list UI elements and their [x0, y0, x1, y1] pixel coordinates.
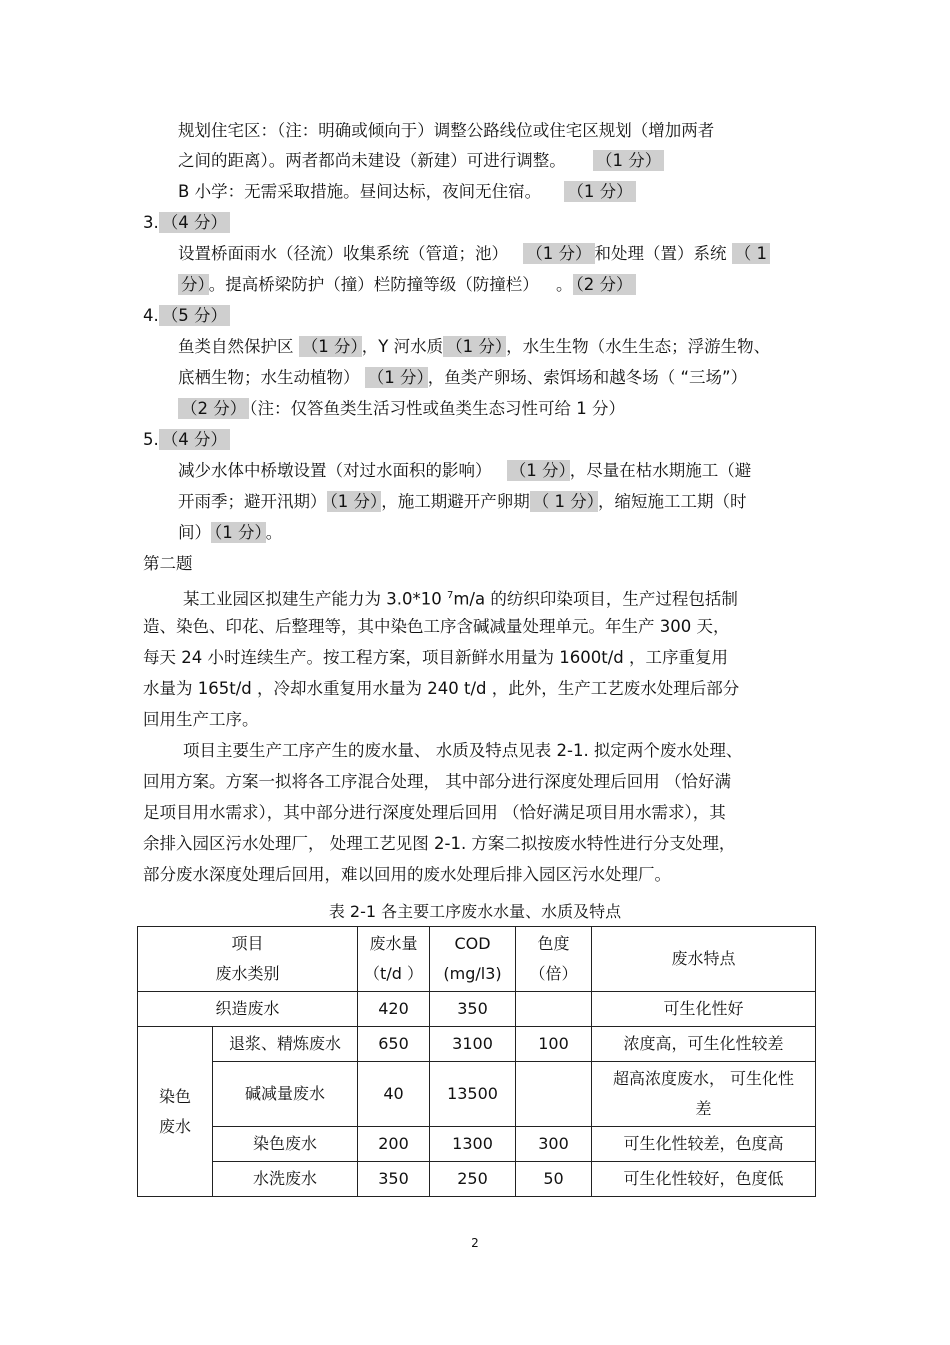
score-mark: （1 分）	[523, 243, 594, 264]
text: 足项目用水需求），其中部分进行深度处理后回用 （恰好满足项目用水需求），其	[143, 803, 726, 822]
paragraph-line	[143, 648, 728, 668]
score-mark: （2 分）	[178, 398, 249, 419]
text: 部分废水深度处理后回用，难以回用的废水处理后排入园区污水处理厂。	[143, 865, 671, 884]
text: 和处理（置）系统	[594, 244, 727, 263]
table-row	[138, 1127, 816, 1162]
text: 设置桥面雨水（径流）收集系统（管道；池）	[178, 244, 508, 263]
text: 。	[265, 523, 283, 542]
paragraph-line	[183, 741, 742, 761]
superscript: 7	[446, 590, 454, 601]
table-cell: 浓度高，可生化性较差	[592, 1027, 816, 1062]
score-mark: （1 分）	[365, 367, 428, 388]
section-title-text: 第二题	[143, 554, 193, 573]
header-text: 废水类别	[215, 964, 280, 983]
cell-text: 超高浓度废水， 可生化性差	[612, 1069, 795, 1118]
text: 。提高桥梁防护（撞）栏防撞等级（防撞栏）	[208, 275, 539, 294]
text: m/a 的纺织印染项目，生产过程包括制	[453, 589, 738, 609]
score-mark: （1 分）	[443, 336, 506, 357]
table-cell: 1300	[430, 1127, 516, 1162]
table-cell: 50	[516, 1162, 592, 1197]
table-cell: 300	[516, 1127, 592, 1162]
score-mark: （2 分）	[573, 274, 636, 295]
score-mark: （1 分）	[564, 181, 635, 202]
text: （注：仅答鱼类生活习性或鱼类生态习性可给 1 分）	[249, 399, 625, 418]
text: 某工业园区拟建生产能力为 3.0*10	[183, 589, 447, 609]
question-header	[143, 213, 230, 233]
header-cell	[138, 927, 358, 992]
text: 余排入园区污水处理厂， 处理工艺见图 2-1. 方案二拟按废水特性进行分支处理，	[143, 834, 736, 853]
paragraph-line	[143, 803, 726, 823]
text: ，缩短施工工期（时	[598, 492, 747, 511]
table-cell: 可生化性较好，色度低	[592, 1162, 816, 1197]
score-mark: （1 分）	[327, 491, 382, 512]
table-row	[138, 1027, 816, 1062]
text: 造、染色、印花、后整理等，其中染色工序含碱减量处理单元。年生产 300 天，	[143, 617, 730, 636]
answer-line	[178, 121, 714, 141]
text: 规划住宅区：（注：明确或倾向于）调整公路线位或住宅区规划（增加两者	[178, 121, 715, 140]
text: 项目主要生产工序产生的废水量、 水质及特点见表 2-1. 拟定两个废水处理、	[183, 741, 743, 760]
paragraph-line	[143, 772, 731, 792]
paragraph-line	[143, 679, 739, 699]
group-cell	[138, 1027, 213, 1197]
table-cell	[592, 1062, 816, 1127]
paragraph-line	[143, 617, 729, 637]
answer-line	[178, 492, 747, 512]
table-cell: 40	[358, 1062, 430, 1127]
answer-line	[178, 461, 751, 481]
question-number: 3.	[143, 213, 159, 232]
text: 水量为 165t/d ，冷却水重复用水量为 240 t/d ，此外，生产工艺废水处理后部分	[143, 679, 740, 698]
text: 间）	[178, 523, 211, 542]
text: 每天 24 小时连续生产。按工程方案，项目新鲜水用量为 1600t/d ，工序重复用	[143, 648, 728, 667]
table-cell	[516, 1062, 592, 1127]
header-text: COD	[454, 934, 491, 953]
paragraph-line	[143, 834, 735, 854]
score-mark: 分）	[178, 274, 209, 295]
header-text: （倍）	[529, 964, 578, 983]
question-header	[143, 306, 230, 326]
table-cell: 650	[358, 1027, 430, 1062]
cell-text: 退浆、精炼废水	[229, 1034, 342, 1053]
paragraph-line	[183, 586, 738, 610]
table-cell: 织造废水	[138, 992, 358, 1027]
group-label: 染色废水	[159, 1086, 192, 1136]
text: B 小学：无需采取措施。昼间达标，夜间无住宿。	[178, 182, 542, 201]
table-cell: 200	[358, 1127, 430, 1162]
score-mark: （1 分）	[593, 150, 664, 171]
answer-line	[178, 244, 770, 264]
answer-line	[178, 337, 770, 357]
table-cell: 100	[516, 1027, 592, 1062]
header-text: （t/d ）	[364, 964, 423, 983]
paragraph-line	[143, 865, 671, 885]
text: 。	[556, 275, 573, 294]
answer-line	[178, 275, 636, 295]
wastewater-table	[137, 926, 816, 1197]
paragraph-line	[143, 710, 259, 730]
answer-line	[178, 182, 636, 202]
text: ，水生生物（水生生态；浮游生物、	[506, 337, 771, 356]
table-cell: 350	[358, 1162, 430, 1197]
table-cell: 可生化性较差，色度高	[592, 1127, 816, 1162]
header-cell	[430, 927, 516, 992]
score-mark: （1 分）	[299, 336, 362, 357]
text: 减少水体中桥墩设置（对过水面积的影响）	[178, 461, 492, 480]
table-cell: 420	[358, 992, 430, 1027]
section-title	[143, 554, 193, 574]
header-text: 项目	[231, 934, 264, 953]
table-cell: 水洗废水	[213, 1162, 358, 1197]
table-header-row	[138, 927, 816, 992]
text: ，鱼类产卵场、索饵场和越冬场（ “三场”）	[427, 368, 748, 387]
table-cell	[213, 1027, 358, 1062]
table-row	[138, 992, 816, 1027]
header-text: 废水量	[369, 934, 418, 953]
table-row	[138, 1162, 816, 1197]
score-mark: （1 分）	[507, 460, 570, 481]
table-cell: 3100	[430, 1027, 516, 1062]
answer-line	[178, 151, 664, 171]
question-number: 5.	[143, 430, 159, 449]
score-mark: （ 1 分）	[530, 491, 598, 512]
score-mark: （ 1	[732, 243, 770, 264]
table-row	[138, 1062, 816, 1127]
table-cell	[516, 992, 592, 1027]
header-cell	[516, 927, 592, 992]
score-mark: （1 分）	[211, 522, 266, 543]
table-cell: 可生化性好	[592, 992, 816, 1027]
header-text: 色度	[537, 934, 570, 953]
text: 开雨季；避开汛期）	[178, 492, 327, 511]
text: ，Y 河水质	[361, 337, 444, 356]
score-mark: （4 分）	[159, 429, 230, 450]
header-text: (mg/l3)	[443, 964, 502, 983]
text: 之间的距离）。两者都尚未建设（新建）可进行调整。	[178, 151, 566, 170]
answer-line	[178, 399, 625, 419]
table-cell: 250	[430, 1162, 516, 1197]
score-mark: （4 分）	[159, 212, 230, 233]
table-cell: 350	[430, 992, 516, 1027]
table-cell: 碱减量废水	[213, 1062, 358, 1127]
text: 底栖生物；水生动植物）	[178, 368, 360, 387]
header-cell	[358, 927, 430, 992]
table-cell: 染色废水	[213, 1127, 358, 1162]
question-header	[143, 430, 230, 450]
text: ，施工期避开产卵期	[381, 492, 530, 511]
text: 回用生产工序。	[143, 710, 259, 729]
text: ，尽量在枯水期施工（避	[569, 461, 752, 480]
page-number: 2	[471, 1236, 479, 1250]
text: 回用方案。方案一拟将各工序混合处理， 其中部分进行深度处理后回用 （恰好满	[143, 772, 731, 791]
header-cell: 废水特点	[592, 927, 816, 992]
score-mark: （5 分）	[159, 305, 230, 326]
table-cell: 13500	[430, 1062, 516, 1127]
answer-line	[178, 523, 282, 543]
question-number: 4.	[143, 306, 159, 325]
table-caption: 表 2-1 各主要工序废水水量、水质及特点	[328, 902, 622, 921]
answer-line	[178, 368, 747, 388]
text: 鱼类自然保护区	[178, 337, 294, 356]
